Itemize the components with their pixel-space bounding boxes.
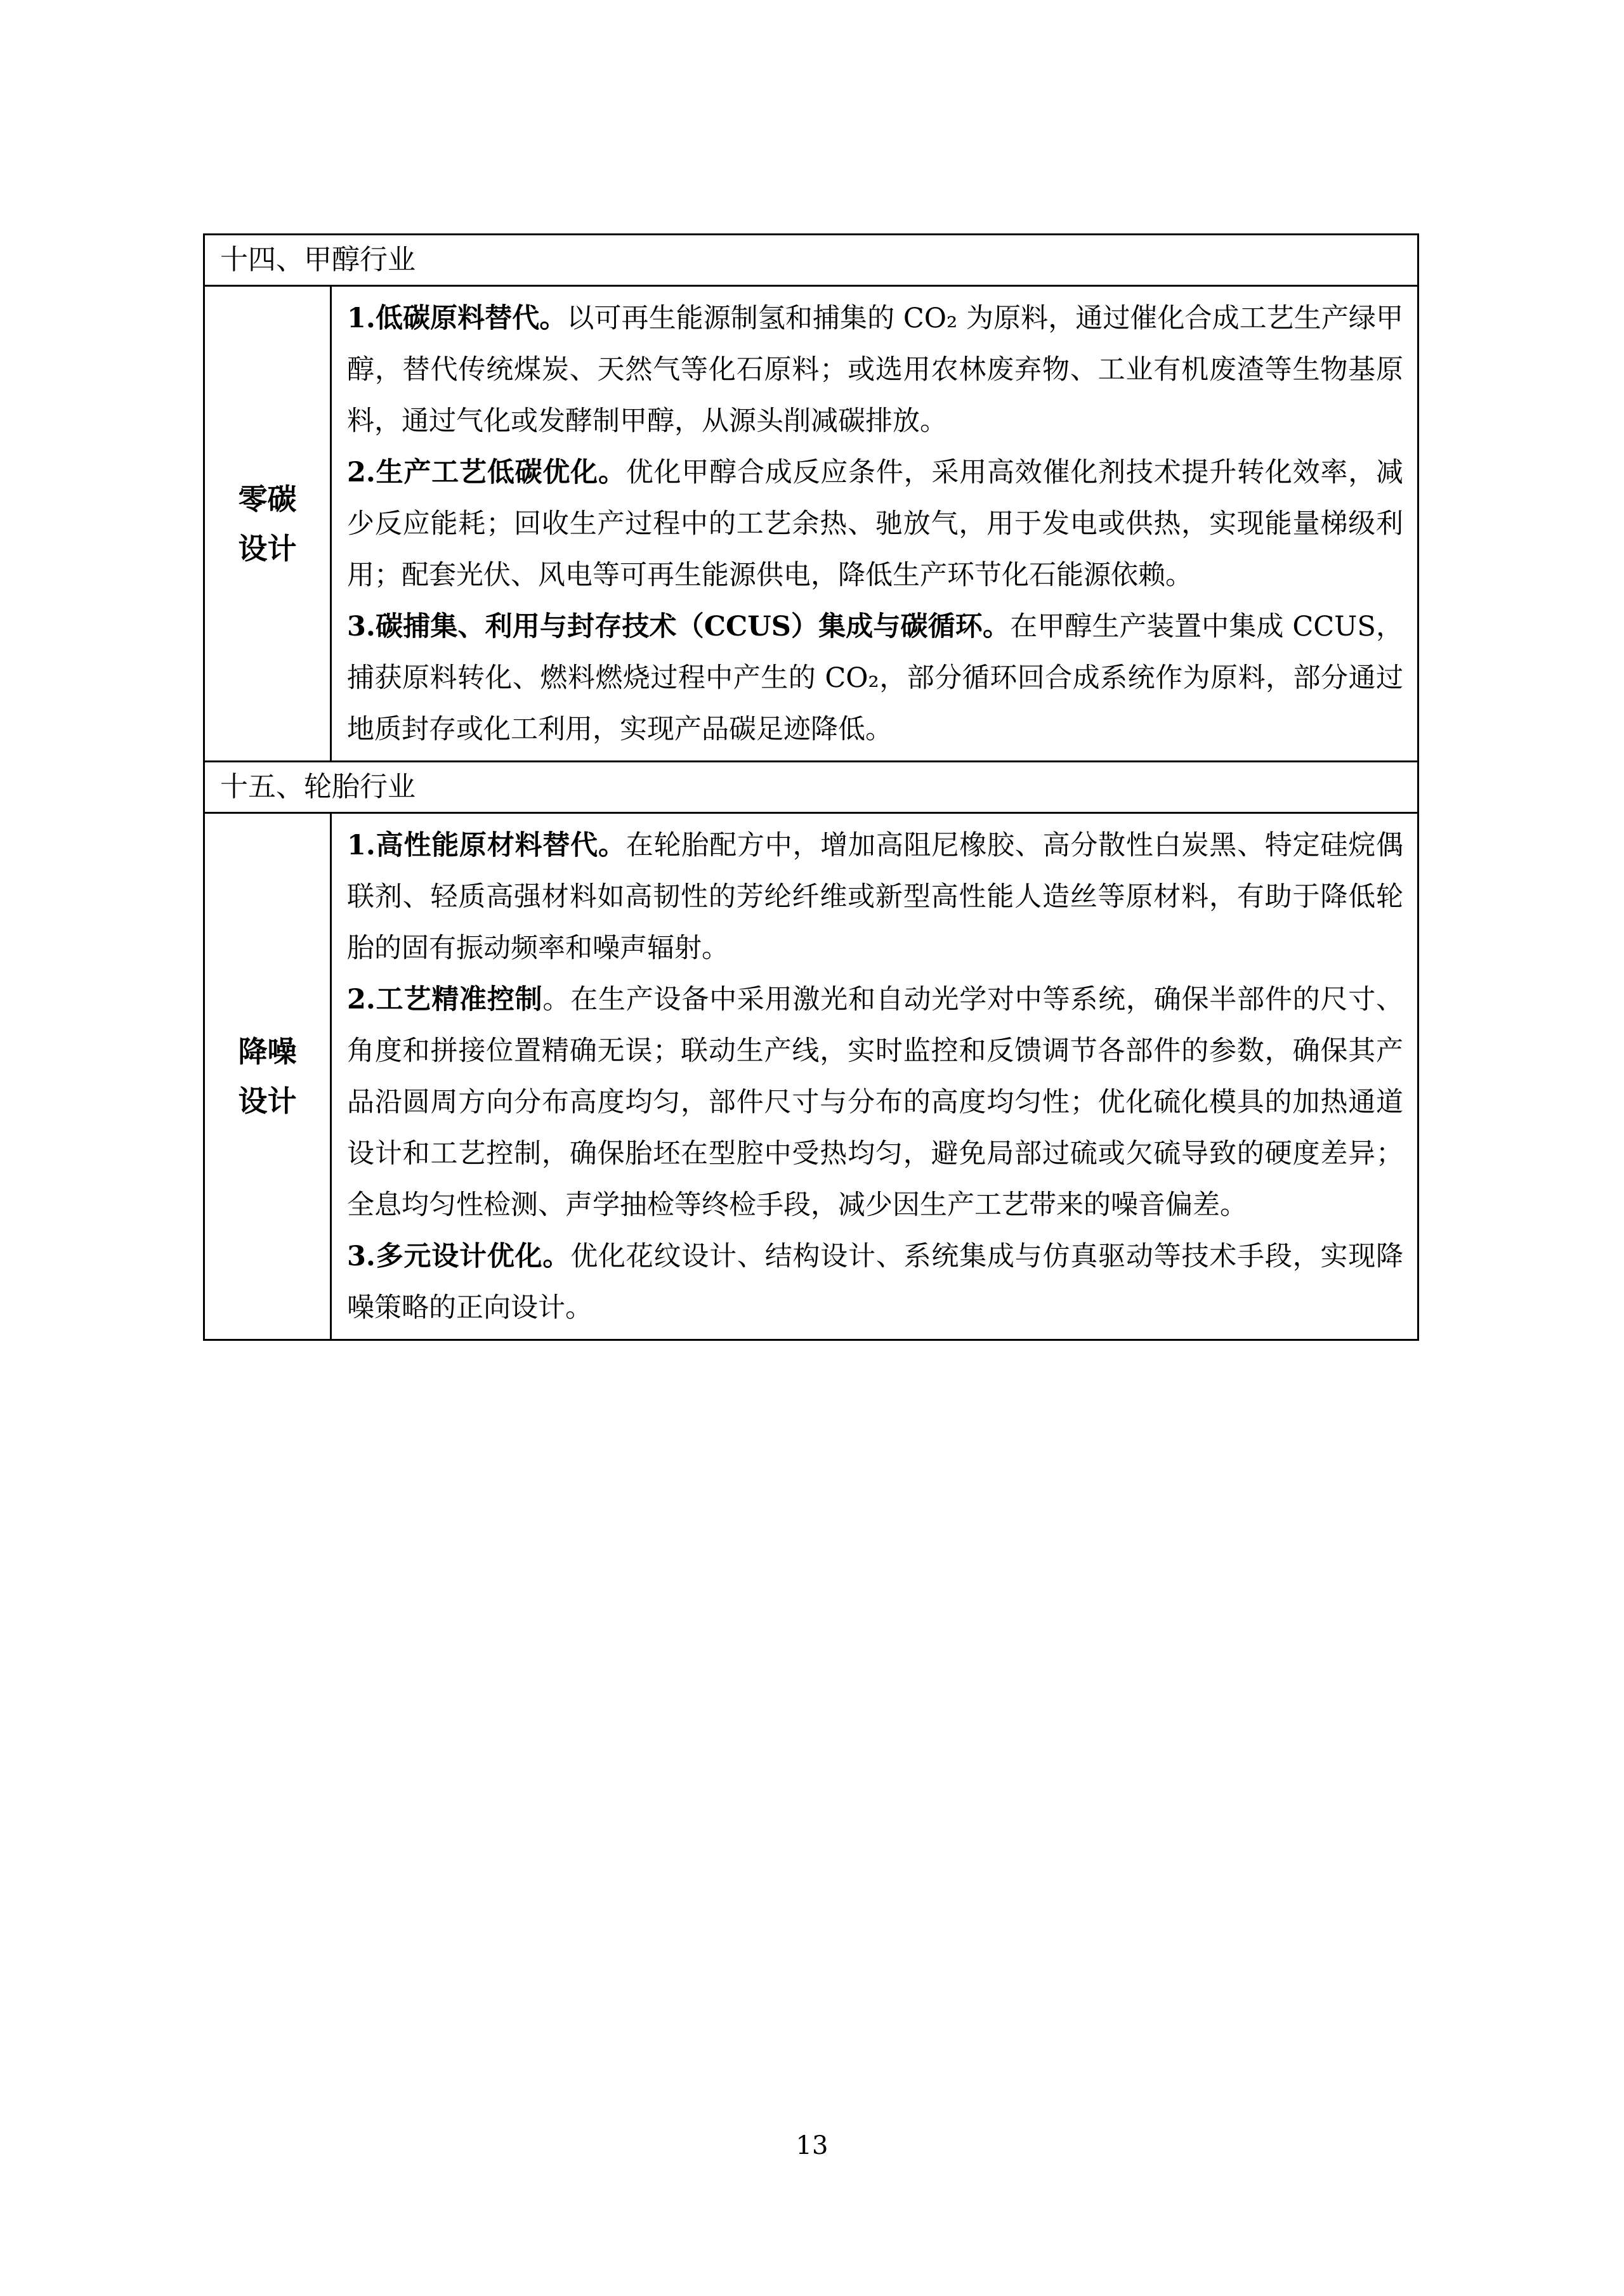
section-header-tire: 十五、轮胎行业 [204, 762, 1418, 813]
category-label-line: 零碳 [238, 481, 297, 516]
category-label-line: 降噪 [238, 1034, 297, 1069]
item-text: 在甲醇生产装置中集成 CCUS，捕获原料转化、燃料燃烧过程中产生的 CO₂，部分循环回合成系统作为原料，部分通过地质封存或化工利用，实现产品碳足迹降低。 [347, 611, 1404, 745]
design-table [203, 233, 1419, 1341]
list-item [347, 820, 1403, 974]
list-item [347, 601, 1403, 755]
list-item [347, 447, 1403, 601]
list-item [347, 974, 1403, 1231]
item-text: 在轮胎配方中，增加高阻尼橡胶、高分散性白炭黑、特定硅烷偶联剂、轻质高强材料如高韧性的芳纶纤维或新型高性能人造丝等原材料，有助于降低轮胎的固有振动频率和噪声辐射。 [347, 830, 1404, 964]
page-number: 13 [796, 2131, 828, 2160]
item-title: 1.高性能原材料替代。 [347, 830, 626, 861]
item-text: 优化花纹设计、结构设计、系统集成与仿真驱动等技术手段，实现降噪策略的正向设计。 [347, 1241, 1404, 1324]
item-title: 2.生产工艺低碳优化。 [347, 457, 626, 488]
section-header-methanol: 十四、甲醇行业 [204, 235, 1418, 286]
list-item [347, 293, 1403, 447]
section-content-methanol [331, 286, 1418, 762]
section-body-row [204, 286, 1418, 762]
category-label-line: 设计 [238, 531, 297, 566]
item-text: 优化甲醇合成反应条件，采用高效催化剂技术提升转化效率，减少反应能耗；回收生产过程中的工艺余热、驰放气，用于发电或供热，实现能量梯级利用；配套光伏、风电等可再生能源供电，降低生产环节化石能源依赖。 [347, 457, 1404, 591]
section-body-row [204, 813, 1418, 1340]
item-title: 2.工艺精准控制 [347, 984, 543, 1015]
item-title: 3.碳捕集、利用与封存技术（CCUS）集成与碳循环。 [347, 611, 1011, 642]
section-header-row [204, 235, 1418, 286]
item-title: 3.多元设计优化。 [347, 1241, 571, 1272]
item-title: 1.低碳原料替代。 [347, 303, 567, 334]
item-text: 。在生产设备中采用激光和自动光学对中等系统，确保半部件的尺寸、角度和拼接位置精确无误；联动生产线，实时监控和反馈调节各部件的参数，确保其产品沿圆周方向分布高度均匀，部件尺寸与分布的高度均匀性；优化硫化模具的加热通道设计和工艺控制，确保胎坯在型腔中受热均匀，避免局部过硫或欠硫导致的硬度差异；全息均匀性检测、声学抽检等终检手段，减少因生产工艺带来的噪音偏差。 [347, 984, 1404, 1221]
category-label-zero-carbon [204, 286, 331, 762]
list-item [347, 1231, 1403, 1334]
category-label-noise-reduction [204, 813, 331, 1340]
section-content-tire [331, 813, 1418, 1340]
section-header-row [204, 762, 1418, 813]
category-label-line: 设计 [238, 1084, 297, 1118]
item-text: 以可再生能源制氢和捕集的 CO₂ 为原料，通过催化合成工艺生产绿甲醇，替代传统煤炭、天然气等化石原料；或选用农林废弃物、工业有机废渣等生物基原料，通过气化或发酵制甲醇，从源头削减碳排放。 [347, 303, 1403, 437]
